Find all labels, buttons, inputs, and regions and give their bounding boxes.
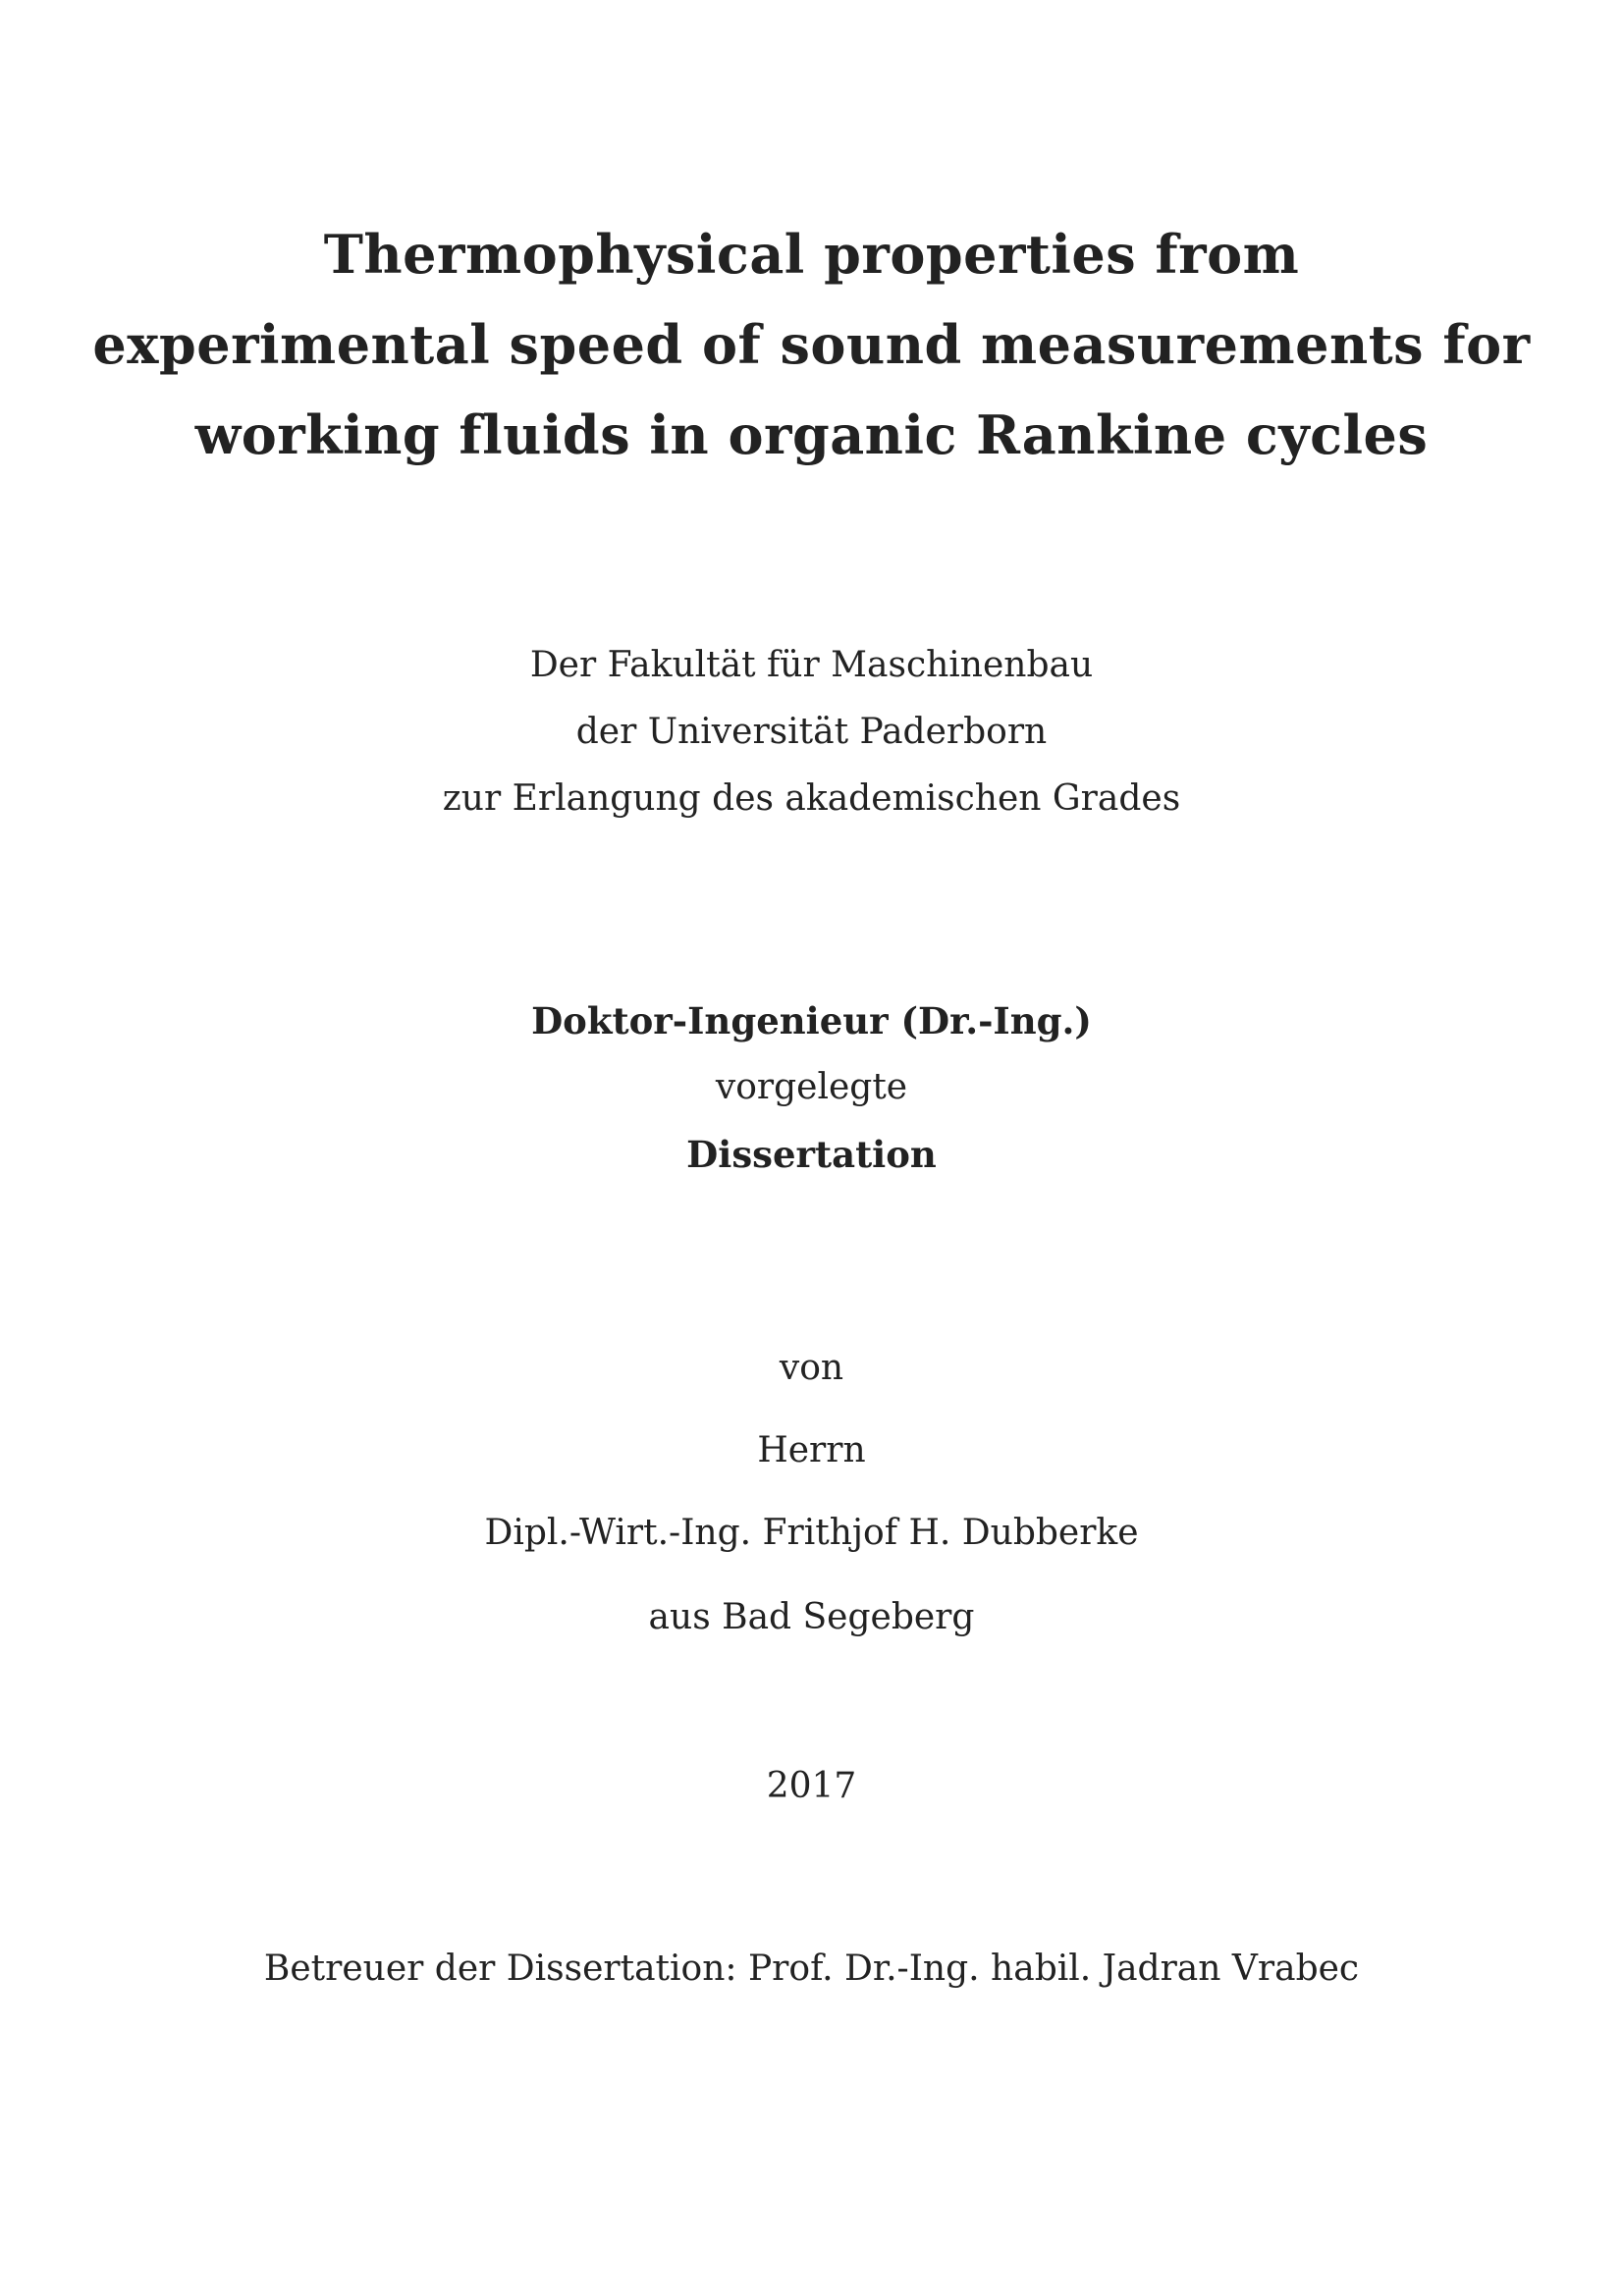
salutation: Herrn xyxy=(757,1430,866,1470)
degree-name: Doktor-Ingenieur (Dr.-Ing.) xyxy=(531,999,1092,1042)
year: 2017 xyxy=(766,1766,857,1806)
author-name: Dipl.-Wirt.-Ing. Frithjof H. Dubberke xyxy=(484,1513,1139,1553)
faculty-line-1: Der Fakultät für Maschinenbau xyxy=(529,645,1094,685)
thesis-title-line-2: experimental speed of sound measurements for xyxy=(92,313,1531,376)
thesis-title-line-3: working fluids in organic Rankine cycles xyxy=(194,403,1429,466)
supervisor-line: Betreuer der Dissertation: Prof. Dr.-Ing. habil. Jadran Vrabec xyxy=(263,1949,1360,1989)
faculty-line-2: der Universität Paderborn xyxy=(575,712,1048,752)
dissertation-label: Dissertation xyxy=(686,1133,937,1176)
thesis-title-line-1: Thermophysical properties from xyxy=(323,223,1300,286)
faculty-line-3: zur Erlangung des akademischen Grades xyxy=(442,778,1181,819)
author-origin: aus Bad Segeberg xyxy=(648,1597,975,1637)
von-label: von xyxy=(779,1348,844,1388)
submitted-label: vorgelegte xyxy=(715,1067,908,1107)
